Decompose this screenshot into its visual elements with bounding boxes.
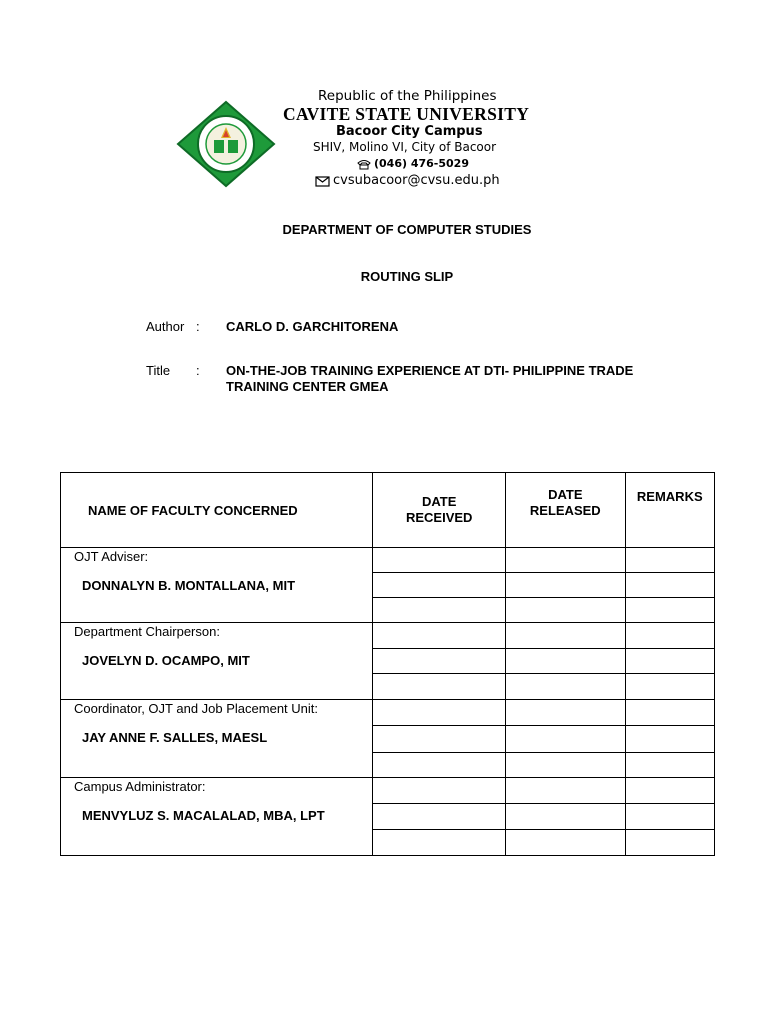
- date-received-cell: [373, 700, 506, 726]
- republic-line: Republic of the Philippines: [318, 88, 497, 104]
- author-value: CARLO D. GARCHITORENA: [226, 319, 399, 334]
- date-released-cell: [506, 573, 626, 598]
- header-date-released: DATE RELEASED: [506, 473, 626, 548]
- author-label: Author: [146, 319, 185, 334]
- header-name: NAME OF FACULTY CONCERNED: [61, 473, 373, 548]
- faculty-role: OJT Adviser:: [74, 549, 149, 564]
- department-heading: DEPARTMENT OF COMPUTER STUDIES: [282, 222, 532, 237]
- university-seal-icon: [176, 100, 276, 188]
- date-released-cell: [506, 753, 626, 778]
- date-received-cell: [373, 548, 506, 573]
- title-value: [226, 363, 633, 395]
- faculty-name: MENVYLUZ S. MACALALAD, MBA, LPT: [82, 808, 325, 823]
- telephone-icon: [357, 159, 371, 170]
- campus-address: SHIV, Molino VI, City of Bacoor: [313, 140, 497, 154]
- date-released-cell: [506, 804, 626, 830]
- date-received-cell: [373, 598, 506, 623]
- remarks-cell: [625, 649, 714, 674]
- date-received-cell: [373, 804, 506, 830]
- header-date-received: DATE RECEIVED: [373, 473, 506, 548]
- email-address: cvsubacoor@cvsu.edu.ph: [333, 173, 500, 188]
- remarks-cell: [625, 598, 714, 623]
- campus-name: Bacoor City Campus: [336, 124, 483, 139]
- envelope-icon: [315, 175, 330, 187]
- date-released-cell: [506, 700, 626, 726]
- date-released-cell: [506, 726, 626, 753]
- phone-line: [357, 157, 469, 170]
- remarks-cell: [625, 623, 714, 649]
- remarks-cell: [625, 830, 714, 856]
- title-colon: :: [196, 363, 200, 378]
- date-received-cell: [373, 623, 506, 649]
- date-received-cell: [373, 778, 506, 804]
- faculty-role: Campus Administrator:: [74, 779, 206, 794]
- table-row: [61, 778, 715, 804]
- faculty-cell: [61, 778, 373, 856]
- email-line: [315, 173, 500, 188]
- remarks-cell: [625, 548, 714, 573]
- remarks-cell: [625, 573, 714, 598]
- remarks-cell: [625, 778, 714, 804]
- remarks-cell: [625, 804, 714, 830]
- date-received-cell: [373, 726, 506, 753]
- table-row: [61, 623, 715, 649]
- faculty-name: JAY ANNE F. SALLES, MAESL: [82, 730, 268, 745]
- faculty-role: Coordinator, OJT and Job Placement Unit:: [74, 701, 318, 716]
- date-released-cell: [506, 548, 626, 573]
- author-colon: :: [196, 319, 200, 334]
- title-label: Title: [146, 363, 171, 378]
- table-row: [61, 548, 715, 573]
- date-released-cell: [506, 623, 626, 649]
- date-received-cell: [373, 674, 506, 700]
- title-value-line-1: ON-THE-JOB TRAINING EXPERIENCE AT DTI- PHILIPPINE TRADE: [226, 363, 634, 378]
- header-remarks: REMARKS: [625, 473, 714, 548]
- remarks-cell: [625, 753, 714, 778]
- faculty-cell: [61, 700, 373, 778]
- faculty-cell: [61, 548, 373, 623]
- remarks-cell: [625, 726, 714, 753]
- remarks-cell: [625, 700, 714, 726]
- faculty-name: DONNALYN B. MONTALLANA, MIT: [82, 578, 296, 593]
- date-released-cell: [506, 778, 626, 804]
- faculty-role: Department Chairperson:: [74, 624, 220, 639]
- date-received-cell: [373, 649, 506, 674]
- document-title: ROUTING SLIP: [360, 269, 454, 284]
- date-received-cell: [373, 573, 506, 598]
- faculty-name: JOVELYN D. OCAMPO, MIT: [82, 653, 250, 668]
- date-released-cell: [506, 674, 626, 700]
- phone-number: (046) 476-5029: [374, 157, 469, 170]
- date-released-cell: [506, 649, 626, 674]
- faculty-cell: [61, 623, 373, 700]
- date-received-cell: [373, 753, 506, 778]
- university-name: CAVITE STATE UNIVERSITY: [283, 104, 530, 124]
- date-received-cell: [373, 830, 506, 856]
- table-row: [61, 700, 715, 726]
- date-released-cell: [506, 830, 626, 856]
- date-released-cell: [506, 598, 626, 623]
- table-header-row: [61, 473, 715, 548]
- routing-table: [60, 472, 715, 856]
- remarks-cell: [625, 674, 714, 700]
- title-value-line-2: TRAINING CENTER GMEA: [226, 379, 389, 394]
